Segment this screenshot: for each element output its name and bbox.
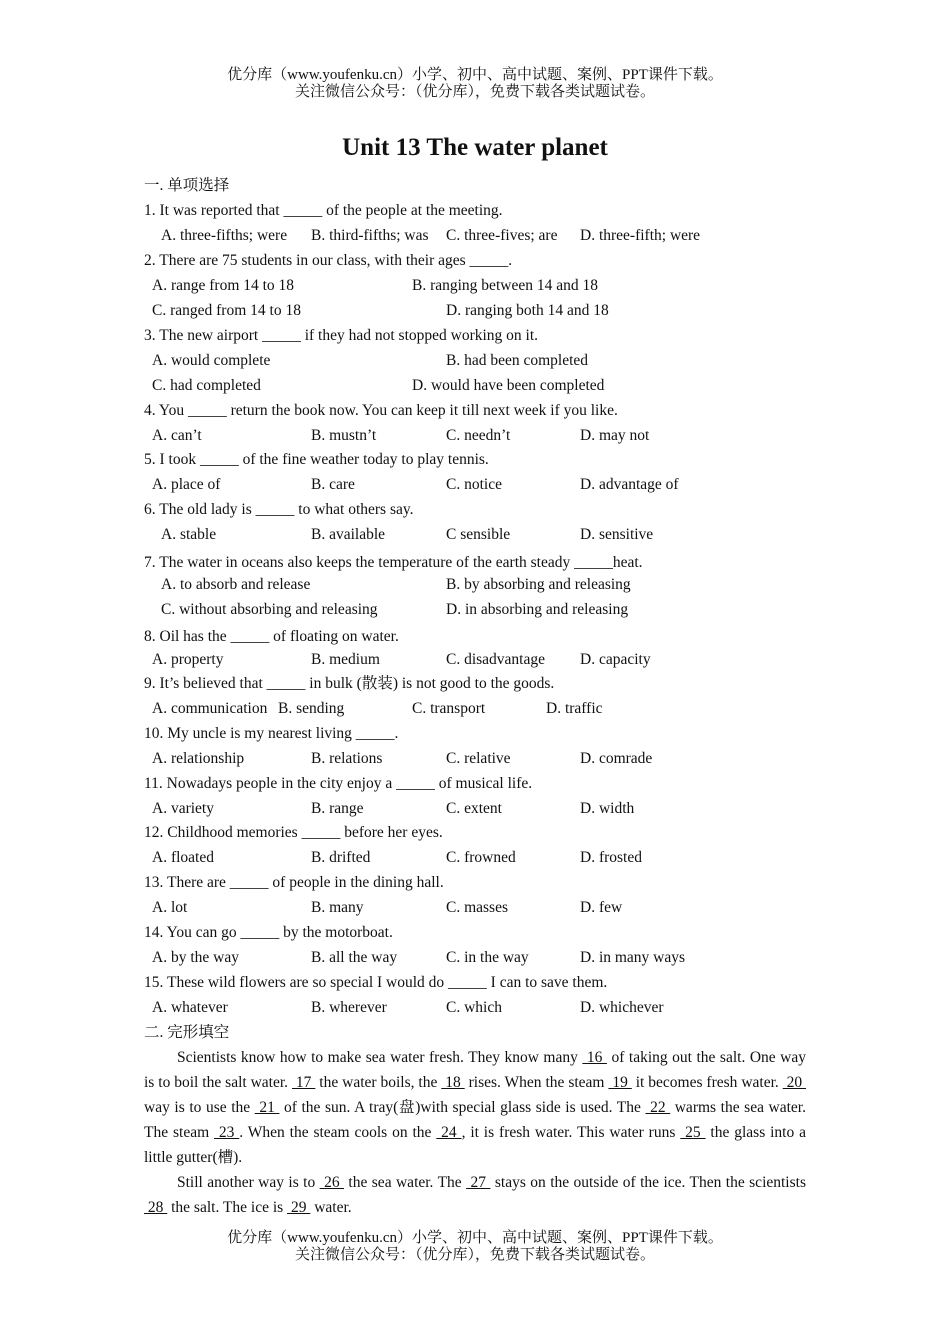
question-option: B. medium — [311, 651, 380, 668]
question-option: C. masses — [446, 899, 508, 916]
cloze-text: it becomes fresh water. — [631, 1074, 783, 1091]
question-stem: 5. I took _____ of the fine weather today to play tennis. — [144, 451, 489, 468]
page-header — [0, 67, 950, 101]
cloze-text: of the sun. A tray(盘)with special glass side is used. The — [279, 1099, 646, 1116]
cloze-text: warms the sea water. The steam — [144, 1099, 806, 1141]
question-option: C sensible — [446, 526, 511, 543]
cloze-text: . When the steam cools on the — [239, 1124, 437, 1141]
question-option: C. frowned — [446, 849, 516, 866]
question-option: B. many — [311, 899, 364, 916]
question-option: B. all the way — [311, 949, 398, 966]
question-option: D. width — [580, 800, 635, 817]
question-stem: 7. The water in oceans also keeps the temperature of the earth steady _____heat. — [144, 554, 643, 571]
question-stem: 3. The new airport _____ if they had not stopped working on it. — [144, 327, 539, 344]
question-option: D. capacity — [580, 651, 651, 668]
question-option: D. in many ways — [580, 949, 686, 966]
header-line-1: 优分库（www.youfenku.cn）小学、初中、高中试题、案例、PPT课件下载。 — [227, 67, 723, 83]
footer-line-1: 优分库（www.youfenku.cn）小学、初中、高中试题、案例、PPT课件下载。 — [227, 1230, 723, 1246]
cloze-blank: 28 — [144, 1199, 168, 1216]
page-footer — [0, 1230, 950, 1264]
question-option: C. ranged from 14 to 18 — [152, 302, 301, 319]
cloze-blank: 21 — [254, 1099, 280, 1116]
question-option: C. disadvantage — [446, 651, 546, 668]
cloze-blank: 17 — [291, 1074, 316, 1091]
question-stem: 11. Nowadays people in the city enjoy a _____ of musical life. — [144, 775, 533, 792]
question-option: A. would complete — [152, 352, 271, 369]
cloze-text: Scientists know how to make sea water fresh. They know many — [177, 1049, 583, 1066]
cloze-blank: 29 — [287, 1199, 311, 1216]
cloze-text: Still another way is to — [177, 1174, 320, 1191]
question-stem: 10. My uncle is my nearest living _____. — [144, 725, 399, 742]
question-option: A. range from 14 to 18 — [152, 277, 295, 294]
question-stem: 9. It’s believed that _____ in bulk (散装) is not good to the goods. — [144, 675, 555, 692]
cloze-blank: 23 — [214, 1124, 240, 1141]
cloze-blank: 24 — [436, 1124, 462, 1141]
cloze-blank: 20 — [782, 1074, 807, 1091]
question-option: A. variety — [152, 800, 214, 817]
question-option: B. range — [311, 800, 364, 817]
cloze-blank: 18 — [441, 1074, 465, 1091]
question-option: A. can’t — [152, 427, 202, 444]
footer-line-2: 关注微信公众号：（优分库），免费下载各类试题试卷。 — [294, 1247, 655, 1263]
question-option: D. in absorbing and releasing — [446, 601, 629, 618]
question-option: C. without absorbing and releasing — [161, 601, 378, 618]
question-option: A. three-fifths; were — [161, 227, 288, 244]
cloze-blank: 22 — [645, 1099, 671, 1116]
cloze-text: the sea water. The — [344, 1174, 467, 1191]
cloze-text: water. — [310, 1199, 352, 1216]
question-stem: 6. The old lady is _____ to what others say. — [144, 501, 414, 518]
question-option: C. in the way — [446, 949, 529, 966]
question-option: A. place of — [152, 476, 221, 493]
cloze-paragraph-1 — [144, 1045, 806, 1170]
question-option: D. would have been completed — [412, 377, 605, 394]
question-option: B. had been completed — [446, 352, 589, 369]
question-option: A. property — [152, 651, 224, 668]
question-option: B. mustn’t — [311, 427, 377, 444]
cloze-paragraph-2 — [144, 1170, 806, 1220]
question-option: D. few — [580, 899, 623, 916]
cloze-text: way is to use the — [144, 1099, 255, 1116]
question-option: A. lot — [152, 899, 188, 916]
question-option: D. ranging both 14 and 18 — [446, 302, 609, 319]
question-option: A. stable — [161, 526, 217, 543]
question-option: C. relative — [446, 750, 511, 767]
question-option: A. relationship — [152, 750, 245, 767]
question-option: A. whatever — [152, 999, 228, 1016]
cloze-text: the glass into a little gutter(槽). — [144, 1124, 806, 1166]
question-option: C. notice — [446, 476, 502, 493]
cloze-text: the water boils, the — [315, 1074, 442, 1091]
question-option: B. wherever — [311, 999, 387, 1016]
question-option: C. extent — [446, 800, 502, 817]
question-stem: 15. These wild flowers are so special I would do _____ I can to save them. — [144, 974, 608, 991]
question-option: D. frosted — [580, 849, 642, 866]
question-option: B. care — [311, 476, 355, 493]
cloze-text: the salt. The ice is — [167, 1199, 288, 1216]
question-option: C. transport — [412, 700, 486, 717]
cloze-blank: 19 — [608, 1074, 632, 1091]
cloze-text: , it is fresh water. This water runs — [461, 1124, 681, 1141]
question-option: A. communication — [152, 700, 268, 717]
question-option: B. available — [311, 526, 386, 543]
question-stem: 14. You can go _____ by the motorboat. — [144, 924, 393, 941]
section-heading-cloze: 二. 完形填空 — [144, 1024, 230, 1041]
question-option: B. sending — [278, 700, 345, 717]
page-title: Unit 13 The water planet — [342, 134, 608, 161]
question-option: D. traffic — [546, 700, 603, 717]
question-option: D. whichever — [580, 999, 664, 1016]
question-option: C. needn’t — [446, 427, 511, 444]
question-option: B. third-fifths; was — [311, 227, 429, 244]
question-option: D. advantage of — [580, 476, 679, 493]
question-option: C. which — [446, 999, 502, 1016]
cloze-blank: 26 — [319, 1174, 344, 1191]
cloze-text: stays on the outside of the ice. Then the scientists — [490, 1174, 806, 1191]
cloze-text: rises. When the steam — [464, 1074, 609, 1091]
question-option: D. comrade — [580, 750, 653, 767]
question-option: A. to absorb and release — [161, 576, 311, 593]
section-heading-choice: 一. 单项选择 — [144, 177, 230, 194]
header-line-2: 关注微信公众号：（优分库），免费下载各类试题试卷。 — [294, 84, 655, 100]
cloze-blank: 27 — [466, 1174, 491, 1191]
question-option: D. three-fifth; were — [580, 227, 701, 244]
question-stem: 2. There are 75 students in our class, with their ages _____. — [144, 252, 513, 269]
cloze-text: of taking out the salt. One way is to boil the salt water. — [144, 1049, 807, 1091]
cloze-blank: 25 — [680, 1124, 706, 1141]
question-option: B. drifted — [311, 849, 371, 866]
question-stem: 13. There are _____ of people in the dining hall. — [144, 874, 444, 891]
question-option: D. sensitive — [580, 526, 654, 543]
question-option: C. three-fives; are — [446, 227, 558, 244]
question-option: B. by absorbing and releasing — [446, 576, 631, 593]
question-option: A. floated — [152, 849, 214, 866]
question-stem: 1. It was reported that _____ of the people at the meeting. — [144, 202, 503, 219]
question-option: D. may not — [580, 427, 650, 444]
question-stem: 4. You _____ return the book now. You can keep it till next week if you like. — [144, 402, 618, 419]
question-stem: 8. Oil has the _____ of floating on water. — [144, 628, 399, 645]
cloze-blank: 16 — [582, 1049, 607, 1066]
question-option: B. ranging between 14 and 18 — [412, 277, 598, 294]
question-option: B. relations — [311, 750, 383, 767]
question-option: C. had completed — [152, 377, 261, 394]
question-option: A. by the way — [152, 949, 239, 966]
question-stem: 12. Childhood memories _____ before her eyes. — [144, 824, 443, 841]
